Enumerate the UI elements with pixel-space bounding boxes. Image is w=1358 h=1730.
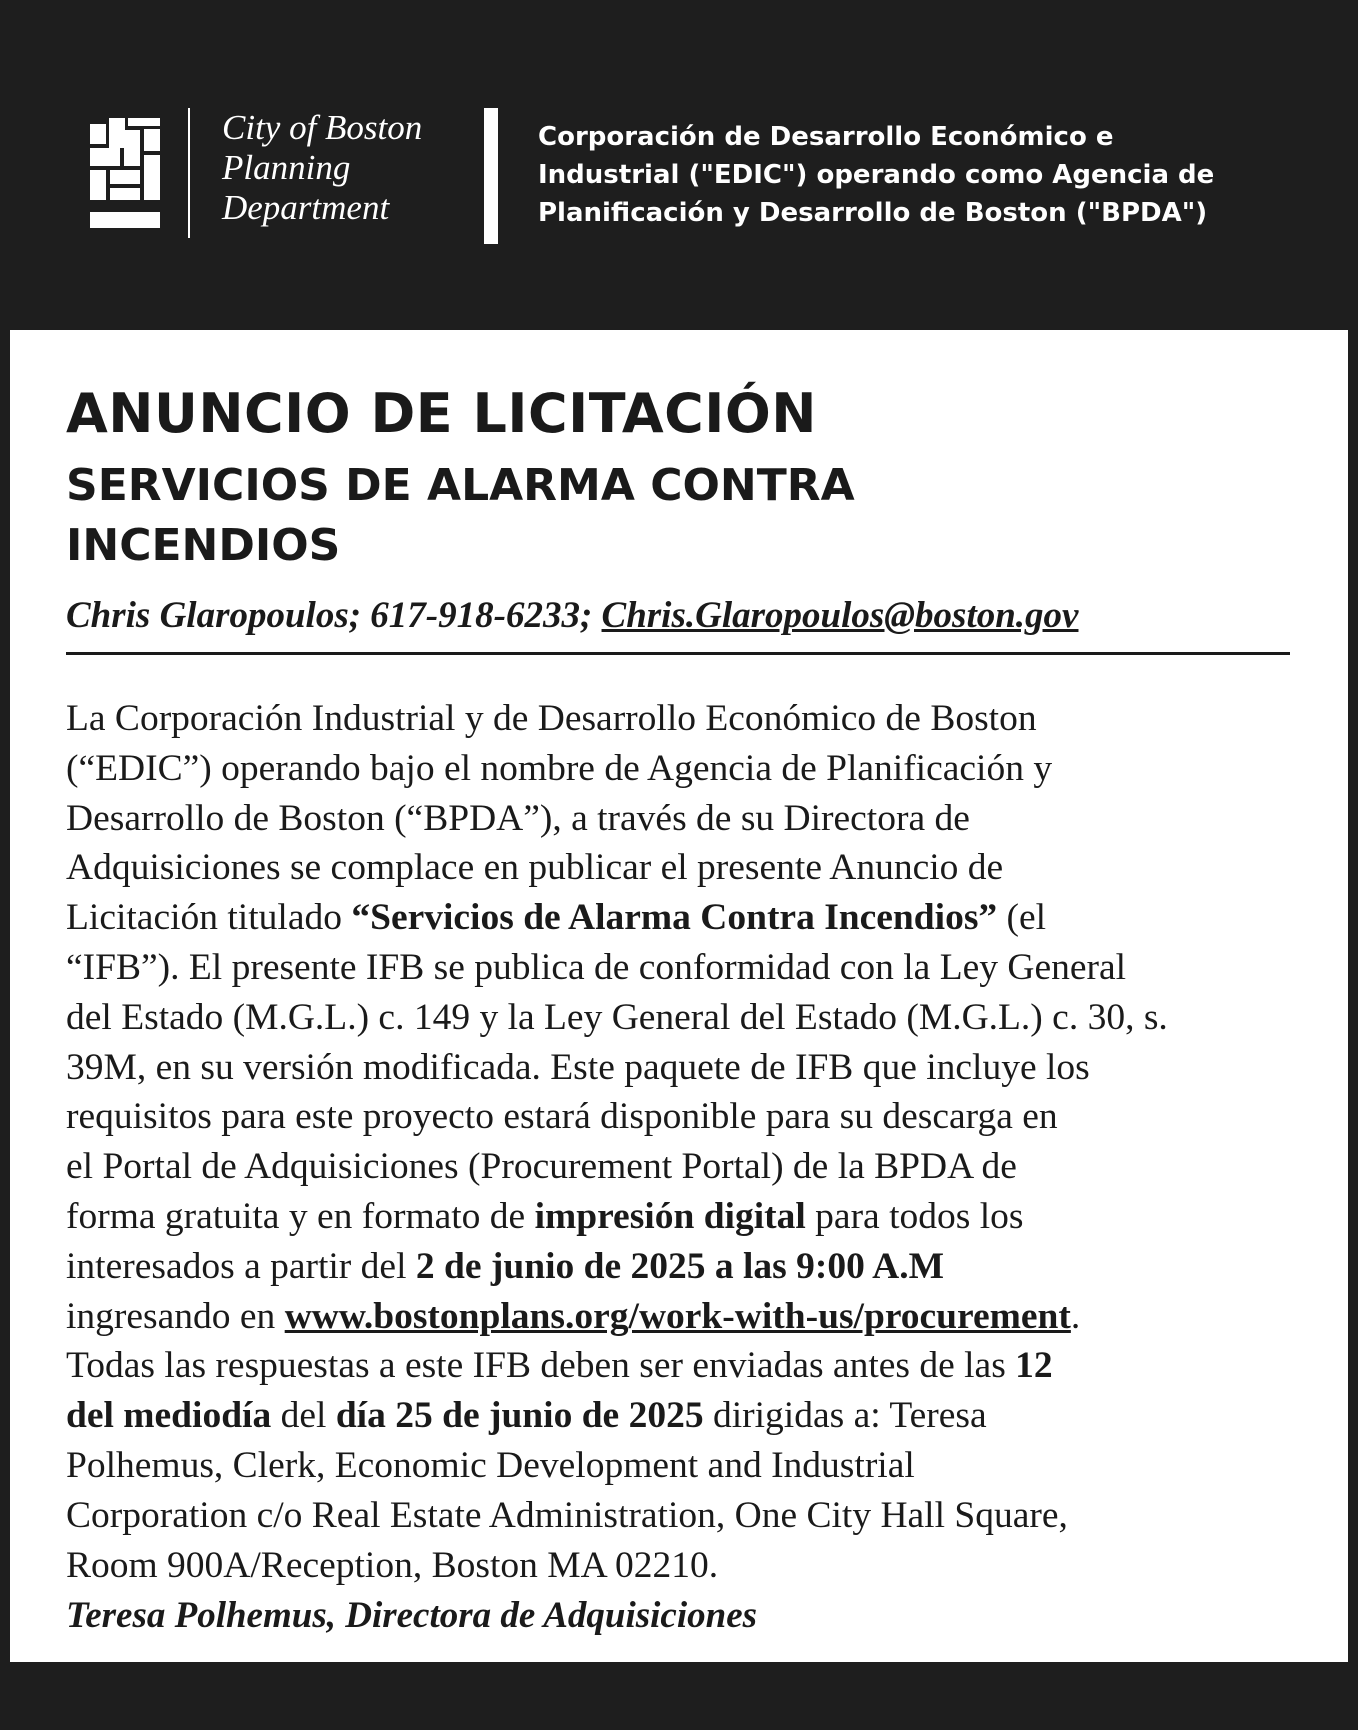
agency-name: [538, 118, 1338, 232]
subtitle-line: SERVICIOS DE ALARMA CONTRA: [66, 460, 855, 511]
body-text: interesados a partir del: [66, 1245, 416, 1287]
contact-line: [66, 592, 1078, 640]
divider-rule: [66, 652, 1290, 655]
body-line: Desarrollo de Boston (“BPDA”), a través de su Directora de: [66, 797, 970, 839]
body-line: 39M, en su versión modificada. Este paquete de IFB que incluye los: [66, 1046, 1090, 1088]
agency-line: Industrial ("EDIC") operando como Agencia de: [538, 160, 1215, 190]
body-line: [66, 1242, 1306, 1292]
body-text: .: [1070, 1295, 1081, 1337]
logo-line: City of Boston: [222, 108, 423, 147]
body-line: requisitos para este proyecto estará disponible para su descarga en: [66, 1096, 1058, 1138]
deadline-date: día 25 de junio de 2025: [335, 1395, 704, 1437]
procurement-portal-link[interactable]: www.bostonplans.org/work-with-us/procurement: [284, 1295, 1071, 1337]
agency-line: Planificación y Desarrollo de Boston ("BPDA"): [538, 198, 1208, 228]
department-name: [222, 108, 422, 228]
body-line: [66, 1192, 1306, 1242]
deadline-time: 12: [1015, 1345, 1053, 1387]
subtitle-line: INCENDIOS: [66, 520, 341, 571]
body-text: dirigidas a: Teresa: [703, 1395, 987, 1437]
body-text: forma gratuita y en formato de: [66, 1195, 535, 1237]
body-text: (el: [997, 897, 1047, 939]
body-line: (“EDIC”) operando bajo el nombre de Agencia de Planificación y: [66, 747, 1053, 789]
body-line: Corporation c/o Real Estate Administration, One City Hall Square,: [66, 1494, 1068, 1536]
body-text: del: [271, 1395, 336, 1437]
format-emphasis: impresión digital: [534, 1195, 806, 1237]
body-line: “IFB”). El presente IFB se publica de conformidad con la Ley General: [66, 946, 1127, 988]
body-text: Todas las respuestas a este IFB deben ser enviadas antes de las: [66, 1345, 1016, 1387]
body-line: Polhemus, Clerk, Economic Development and Industrial: [66, 1444, 915, 1486]
body-line: Room 900A/Reception, Boston MA 02210.: [66, 1544, 719, 1586]
signature: Teresa Polhemus, Directora de Adquisiciones: [66, 1595, 758, 1636]
agency-line: Corporación de Desarrollo Económico e: [538, 122, 1114, 152]
body-line: [66, 1341, 1306, 1391]
logo-line: Department: [222, 188, 390, 227]
notice-body: [66, 694, 1306, 1590]
header-band: [0, 0, 1358, 330]
deadline-time: del mediodía: [66, 1395, 272, 1437]
body-line: el Portal de Adquisiciones (Procurement Portal) de la BPDA de: [66, 1146, 1017, 1188]
body-line: [66, 893, 1306, 943]
notice-title: ANUNCIO DE LICITACIÓN: [66, 382, 817, 445]
body-text: ingresando en: [66, 1295, 285, 1337]
contact-email-link[interactable]: Chris.Glaropoulos@boston.gov: [601, 595, 1079, 636]
body-text: Licitación titulado: [66, 897, 352, 939]
body-line: [66, 1391, 1306, 1441]
body-line: del Estado (M.G.L.) c. 149 y la Ley General del Estado (M.G.L.) c. 30, s.: [66, 996, 1168, 1038]
logo-line: Planning: [222, 148, 351, 187]
ifb-title: “Servicios de Alarma Contra Incendios”: [351, 897, 998, 939]
body-text: para todos los: [805, 1195, 1024, 1237]
contact-name-phone: Chris Glaropoulos; 617-918-6233;: [66, 595, 602, 636]
body-line: [66, 1292, 1306, 1342]
logo-divider: [188, 108, 190, 238]
notice-page: [10, 330, 1348, 1662]
city-of-boston-logo-icon: [90, 118, 160, 228]
body-line: La Corporación Industrial y de Desarrollo Económico de Boston: [66, 698, 1037, 739]
notice-subtitle: [66, 456, 1266, 576]
release-date: 2 de junio de 2025 a las 9:00 A.M: [415, 1245, 945, 1287]
header-divider: [484, 108, 498, 244]
body-line: Adquisiciones se complace en publicar el presente Anuncio de: [66, 847, 1004, 889]
